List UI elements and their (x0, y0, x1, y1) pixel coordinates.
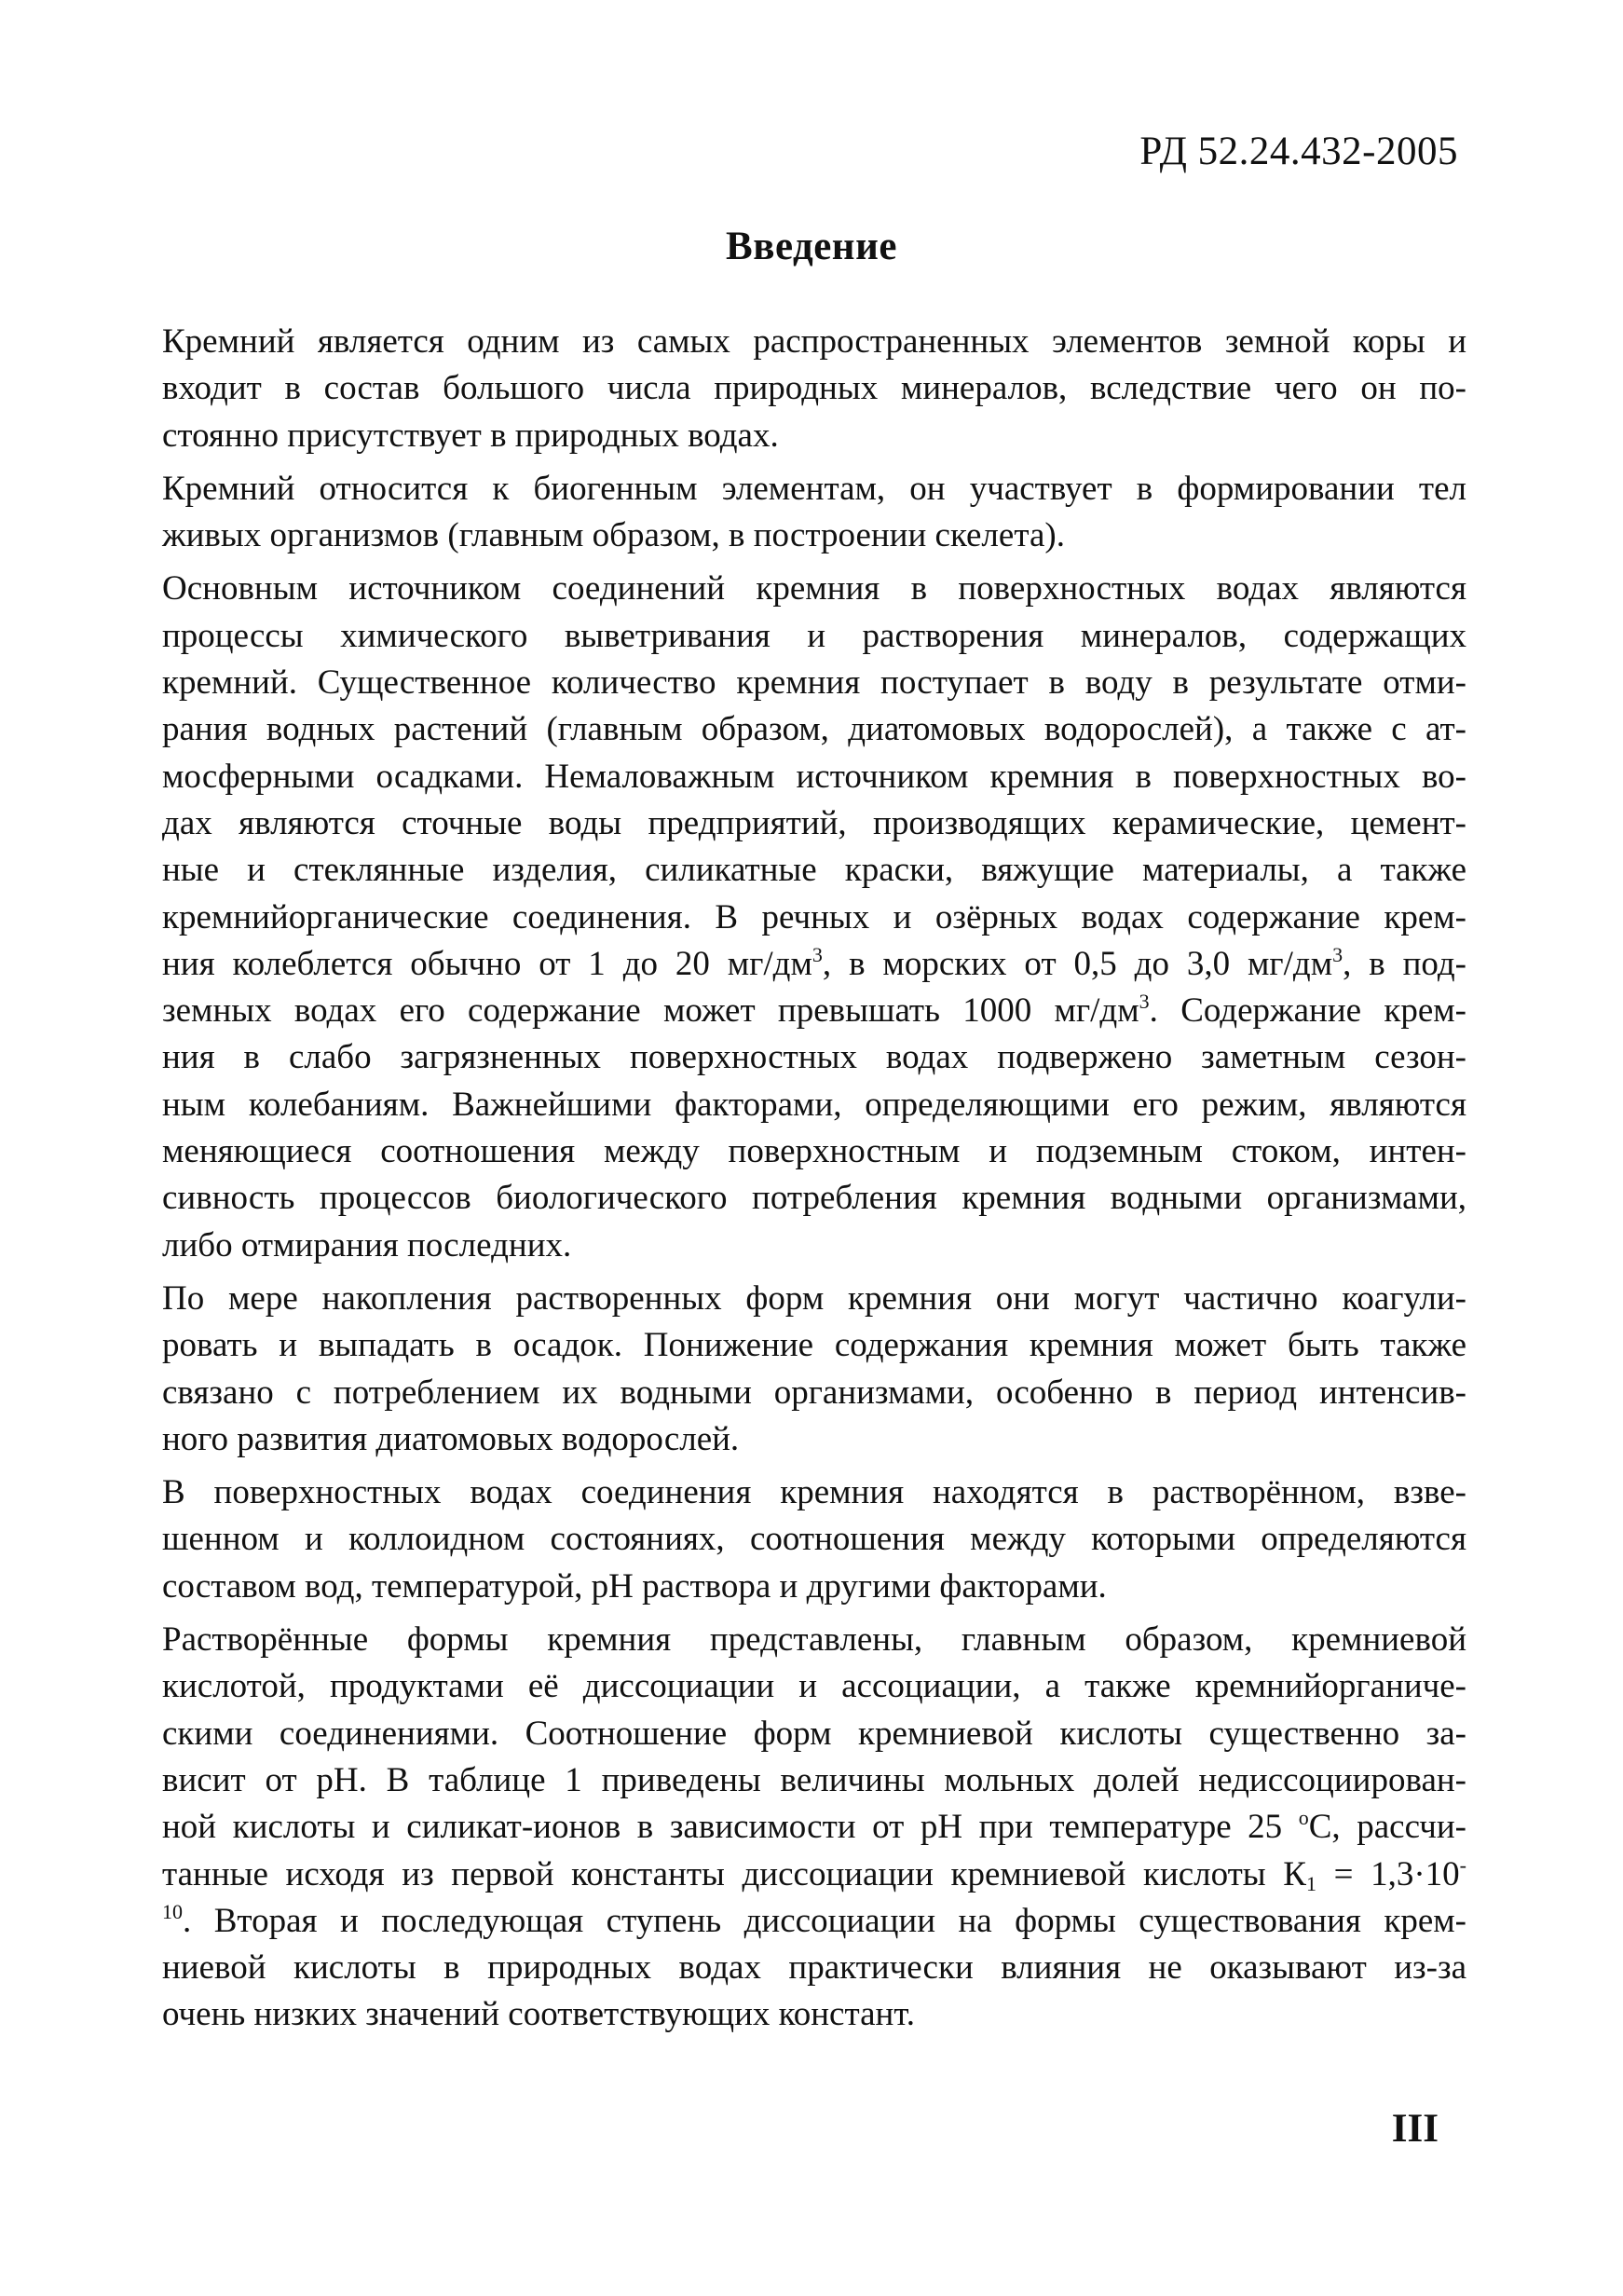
text-line: живых организмов (главным образом, в построении скелета). (162, 516, 1065, 555)
page-number: III (1391, 2107, 1439, 2151)
text-line: дах являются сточные воды предприятий, производящих керамические, цемент- (162, 803, 1466, 842)
paragraph-1 (162, 319, 1466, 459)
degree-superscript: о (1298, 1806, 1309, 1830)
text-line: очень низких значений соответствующих констант. (162, 1995, 915, 2034)
text-line: Растворённые формы кремния представлены, главным образом, кремниевой (162, 1620, 1466, 1660)
text-line: В поверхностных водах соединения кремния находятся в растворённом, взве- (162, 1473, 1466, 1512)
text-line: скими соединениями. Соотношение форм кремниевой кислоты существенно за- (162, 1714, 1466, 1753)
text-line: сивность процессов биологического потребления кремния водными организмами, (162, 1179, 1466, 1218)
paragraph-2 (162, 466, 1466, 560)
text-line: мосферными осадками. Немаловажным источником кремния в поверхностных во- (162, 757, 1466, 796)
text-run: ния колеблется обычно от 1 до 20 мг/дм (162, 944, 812, 983)
page-title: Введение (726, 225, 897, 268)
text-line: рания водных растений (главным образом, диатомовых водорослей), а также с ат- (162, 710, 1466, 749)
document-code: РД 52.24.432-2005 (1139, 130, 1458, 173)
text-line: ровать и выпадать в осадок. Понижение содержания кремния может быть также (162, 1326, 1466, 1365)
text-run: С, рассчи- (1308, 1808, 1466, 1847)
text-line: кремнийорганические соединения. В речных и озёрных водах содержание крем- (162, 897, 1466, 936)
superscript: - (1459, 1852, 1466, 1877)
text-run: = 1,3·10 (1316, 1854, 1460, 1893)
text-run: . Вторая и последующая ступень диссоциации на формы существования крем- (183, 1901, 1466, 1940)
superscript: 3 (1139, 990, 1150, 1014)
text-line: либо отмирания последних. (162, 1225, 572, 1264)
text-line: Кремний является одним из самых распространенных элементов земной коры и (162, 322, 1466, 361)
paragraph-5 (162, 1469, 1466, 1610)
text-line: Основным источником соединений кремния в поверхностных водах являются (162, 569, 1466, 608)
text-line: ным колебаниям. Важнейшими факторами, определяющими его режим, являются (162, 1085, 1466, 1124)
subscript: 1 (1305, 1871, 1316, 1895)
text-line: меняющиеся соотношения между поверхностным и подземным стоком, интен- (162, 1132, 1466, 1171)
text-run: земных водах его содержание может превышать 1000 мг/дм (162, 991, 1139, 1031)
text-line (162, 988, 1466, 1034)
text-line (162, 1804, 1466, 1851)
text-run: , в морских от 0,5 до 3,0 мг/дм (822, 944, 1333, 983)
text-line (162, 1898, 1466, 1945)
text-run: ной кислоты и силикат-ионов в зависимости от pH при температуре 25 (162, 1808, 1299, 1847)
text-line: стоянно присутствует в природных водах. (162, 416, 779, 455)
text-run: . Содержание крем- (1149, 991, 1466, 1031)
text-line: ния в слабо загрязненных поверхностных водах подвержено заметным сезон- (162, 1038, 1466, 1077)
text-run: , в под- (1343, 944, 1466, 983)
text-line: ного развития диатомовых водорослей. (162, 1419, 740, 1458)
superscript: 10 (162, 1899, 183, 1923)
text-line: связано с потреблением их водными организмами, особенно в период интенсив- (162, 1373, 1466, 1412)
paragraph-4 (162, 1276, 1466, 1463)
text-line: кислотой, продуктами её диссоциации и ассоциации, а также кремнийорганиче- (162, 1667, 1466, 1706)
text-line: входит в состав большого числа природных минералов, вследствие чего он по- (162, 369, 1466, 408)
text-line: кремний. Существенное количество кремния поступает в воду в результате отми- (162, 663, 1466, 703)
superscript: 3 (812, 942, 823, 966)
text-run: танные исходя из первой константы диссоциации кремниевой кислоты К (162, 1854, 1306, 1893)
text-line (162, 1852, 1466, 1898)
text-line: составом вод, температурой, pH раствора и другими факторами. (162, 1566, 1107, 1606)
text-line: процессы химического выветривания и растворения минералов, содержащих (162, 616, 1466, 655)
document-body (162, 319, 1466, 2045)
text-line: шенном и коллоидном состояниях, соотношения между которыми определяются (162, 1520, 1466, 1559)
text-line (162, 941, 1466, 988)
text-line: По мере накопления растворенных форм кремния они могут частично коагули- (162, 1278, 1466, 1318)
paragraph-3 (162, 566, 1466, 1268)
text-line: висит от pH. В таблице 1 приведены величины мольных долей недиссоциирован- (162, 1760, 1466, 1799)
text-line: ные и стеклянные изделия, силикатные краски, вяжущие материалы, а также (162, 851, 1466, 890)
text-line: Кремний относится к биогенным элементам, он участвует в формировании тел (162, 469, 1466, 508)
superscript: 3 (1332, 942, 1343, 966)
text-line: ниевой кислоты в природных водах практически влияния не оказывают из-за (162, 1948, 1466, 1988)
paragraph-6 (162, 1617, 1466, 2039)
